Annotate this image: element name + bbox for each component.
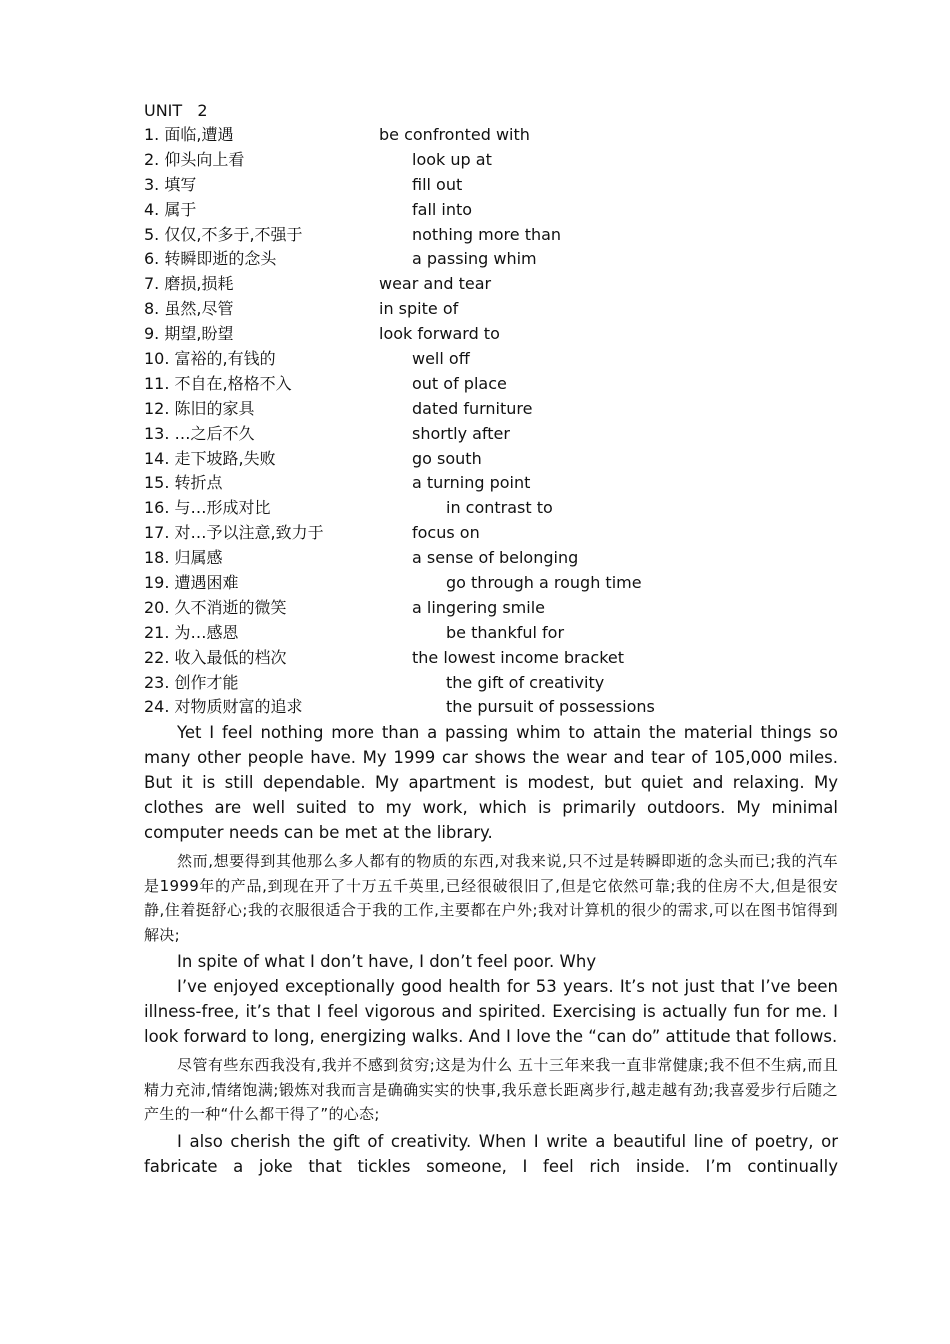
vocab-english: go south bbox=[412, 448, 482, 468]
vocab-english: look up at bbox=[412, 149, 492, 169]
vocab-chinese: 11. 不自在,格格不入 bbox=[144, 373, 292, 393]
vocab-chinese: 3. 填写 bbox=[144, 174, 197, 194]
vocab-english: wear and tear bbox=[379, 274, 492, 294]
vocab-item bbox=[144, 521, 838, 546]
vocab-item bbox=[144, 123, 838, 148]
vocab-item bbox=[144, 397, 838, 422]
vocab-list bbox=[144, 123, 838, 720]
vocab-item bbox=[144, 646, 838, 671]
passage-paragraph-2-zh: 尽管有些东西我没有,我并不感到贫穷;这是为什么 五十三年来我一直非常健康;我不但不生病,而且精力充沛,情绪饱满;锻炼对我而言是确确实实的快事,我乐意长距离步行,越走越有劲;我喜爱步行后随之产生的一种“什么都干得了”的心态; bbox=[144, 1056, 838, 1124]
vocab-item bbox=[144, 671, 838, 696]
vocab-chinese: 12. 陈旧的家具 bbox=[144, 398, 255, 418]
vocab-english: a passing whim bbox=[412, 249, 537, 269]
vocab-chinese: 23. 创作才能 bbox=[144, 672, 239, 692]
vocab-item bbox=[144, 347, 838, 372]
vocab-item bbox=[144, 695, 838, 720]
vocab-item bbox=[144, 471, 838, 496]
vocab-item bbox=[144, 322, 838, 347]
vocab-item bbox=[144, 571, 838, 596]
vocab-english: fill out bbox=[412, 174, 463, 194]
vocab-english: the gift of creativity bbox=[446, 672, 605, 692]
vocab-chinese: 2. 仰头向上看 bbox=[144, 149, 245, 169]
passage-paragraph-1-zh: 然而,想要得到其他那么多人都有的物质的东西,对我来说,只不过是转瞬即逝的念头而已;我的汽车是1999年的产品,到现在开了十万五千英里,已经很破很旧了,但是它依然可靠;我的住房不大,但是很安静,住着挺舒心;我的衣服很适合于我的工作,主要都在户外;我对计算机的很少的需求,可以在图书馆得到解决; bbox=[144, 852, 838, 944]
vocab-item bbox=[144, 621, 838, 646]
vocab-chinese: 20. 久不消逝的微笑 bbox=[144, 597, 287, 617]
vocab-chinese: 1. 面临,遭遇 bbox=[144, 125, 234, 144]
passage-paragraph-2-en: I’ve enjoyed exceptionally good health for 53 years. It’s not just that I’ve been illness-free, it’s that I feel vigorous and spirited. Exercising is actually fun for me. I look forward to long, energizing walks. And I love the “can do” attitude that follows. bbox=[144, 977, 838, 1047]
vocab-chinese: 21. 为…感恩 bbox=[144, 622, 239, 642]
vocab-item bbox=[144, 447, 838, 472]
vocab-chinese: 18. 归属感 bbox=[144, 548, 223, 568]
vocab-item bbox=[144, 596, 838, 621]
vocab-item bbox=[144, 546, 838, 571]
passage-paragraph-1-en: Yet I feel nothing more than a passing whim to attain the material things so many other people have. My 1999 car shows the wear and tear of 105,000 miles. But it is still dependable. My apartment is modest, but quiet and relaxing. My clothes are well suited to my work, which is primarily outdoors. My minimal computer needs can be met at the library. bbox=[144, 723, 838, 843]
unit-title: UNIT 2 bbox=[144, 101, 208, 120]
passage-paragraph-2-en-line1: In spite of what I don’t have, I don’t feel poor. Why bbox=[177, 952, 597, 972]
vocab-chinese: 5. 仅仅,不多于,不强于 bbox=[144, 224, 303, 244]
vocab-english: a sense of belonging bbox=[412, 548, 579, 568]
vocab-english: out of place bbox=[412, 373, 507, 393]
vocab-item bbox=[144, 223, 838, 248]
document-page bbox=[144, 98, 838, 1179]
vocab-chinese: 6. 转瞬即逝的念头 bbox=[144, 249, 277, 269]
vocab-english: look forward to bbox=[379, 324, 500, 344]
vocab-chinese: 24. 对物质财富的追求 bbox=[144, 697, 303, 717]
vocab-item bbox=[144, 422, 838, 447]
vocab-english: the lowest income bracket bbox=[412, 647, 625, 667]
vocab-english: in spite of bbox=[379, 299, 459, 319]
vocab-item bbox=[144, 372, 838, 397]
vocab-chinese: 7. 磨损,损耗 bbox=[144, 274, 234, 294]
vocab-chinese: 15. 转折点 bbox=[144, 473, 223, 493]
vocab-chinese: 22. 收入最低的档次 bbox=[144, 647, 287, 667]
vocab-english: be thankful for bbox=[446, 622, 565, 642]
vocab-chinese: 16. 与…形成对比 bbox=[144, 498, 271, 518]
vocab-english: shortly after bbox=[412, 423, 510, 443]
vocab-chinese: 19. 遭遇困难 bbox=[144, 573, 239, 593]
vocab-chinese: 17. 对…予以注意,致力于 bbox=[144, 523, 324, 543]
vocab-item bbox=[144, 148, 838, 173]
vocab-item bbox=[144, 272, 838, 297]
vocab-english: focus on bbox=[412, 523, 480, 543]
vocab-chinese: 9. 期望,盼望 bbox=[144, 324, 234, 344]
vocab-item bbox=[144, 496, 838, 521]
vocab-english: well off bbox=[412, 349, 470, 369]
passage-paragraph-3-en: I also cherish the gift of creativity. When I write a beautiful line of poetry, or fabricate a joke that tickles someone, I feel rich inside. I’m continually bbox=[144, 1131, 838, 1176]
vocab-item bbox=[144, 247, 838, 272]
vocab-english: a lingering smile bbox=[412, 597, 545, 617]
vocab-english: be confronted with bbox=[379, 125, 530, 144]
vocab-item bbox=[144, 173, 838, 198]
vocab-english: fall into bbox=[412, 199, 473, 219]
vocab-english: a turning point bbox=[412, 473, 531, 493]
vocab-english: go through a rough time bbox=[446, 573, 642, 593]
vocab-item bbox=[144, 198, 838, 223]
vocab-english: nothing more than bbox=[412, 224, 562, 244]
vocab-english: in contrast to bbox=[446, 498, 553, 518]
vocab-english: dated furniture bbox=[412, 398, 533, 418]
vocab-item bbox=[144, 297, 838, 322]
vocab-chinese: 4. 属于 bbox=[144, 199, 197, 219]
vocab-chinese: 13. …之后不久 bbox=[144, 423, 255, 443]
vocab-chinese: 10. 富裕的,有钱的 bbox=[144, 349, 276, 369]
vocab-chinese: 8. 虽然,尽管 bbox=[144, 299, 234, 319]
vocab-chinese: 14. 走下坡路,失败 bbox=[144, 448, 276, 468]
vocab-english: the pursuit of possessions bbox=[446, 697, 655, 717]
